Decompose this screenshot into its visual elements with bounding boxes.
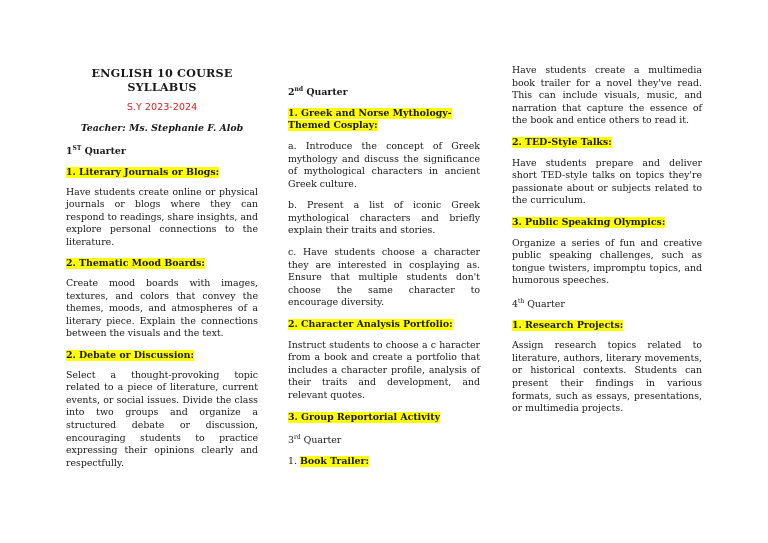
activity-description-public-speaking: Organize a series of fun and creative public speaking challenges, such as tongue twisters, impromptu topics, and humorous speeches. (512, 237, 702, 287)
quarter-3-suffix: rd (293, 434, 301, 442)
activity-description-ted-talks: Have students prepare and deliver short TED-style talks on topics they're passionate about or subjects related to the curriculum. (512, 157, 702, 207)
title-line-2: SYLLABUS (127, 80, 197, 94)
column-1 (66, 0, 258, 470)
activity-description-book-trailer: Have students create a multimedia book trailer for a novel they've read. This can include visuals, music, and narration that capture the essence of the book and entice others to read it. (512, 65, 702, 127)
quarter-4-suffix: th (517, 297, 525, 305)
heading-text: 2. Character Analysis Portfolio: (288, 319, 453, 331)
quarter-3-number: 3 (288, 435, 294, 447)
activity-heading-journals (66, 167, 258, 180)
syllabus-title (66, 66, 258, 94)
activity-description-debate: Select a thought-provoking topic related to a piece of literature, current events, or social issues. Divide the class into two groups and organize a structured debate or discussion, encouraging students to practice expressing their opinions clearly and respectfully. (66, 369, 258, 469)
quarter-1-heading (66, 143, 258, 159)
activity-heading-reportorial (288, 412, 480, 425)
activity-description-research: Assign research topics related to literature, authors, literary movements, or historical contexts. Students can present their findings in various formats, such as essays, presentations, or multimedia projects. (512, 340, 702, 415)
activity-heading-book-trailer (288, 456, 480, 469)
teacher-name: Teacher: Ms. Stephanie F. Alob (80, 122, 244, 134)
cosplay-step-c: c. Have students choose a character they are interested in cosplaying as. Ensure that multiple students don't choose the same character to encourage diversity. (288, 247, 480, 309)
heading-text: 2. TED-Style Talks: (512, 136, 612, 148)
title-line-1: ENGLISH 10 COURSE (91, 66, 233, 80)
activity-description-mood-boards: Create mood boards with images, textures, and colors that convey the themes, moods, and atmospheres of a literary piece. Explain the connections between the visuals and the text. (66, 278, 258, 340)
quarter-2-number: 2 (288, 87, 295, 99)
quarter-1-suffix: ST (72, 145, 82, 153)
quarter-1-number: 1 (66, 146, 73, 158)
heading-text: 2. Thematic Mood Boards: (66, 258, 205, 270)
column-2 (288, 0, 480, 469)
activity-heading-debate (66, 350, 258, 363)
heading-number: 1. (288, 455, 300, 467)
activity-heading-cosplay (288, 108, 480, 133)
heading-text: 1. Greek and Norse Mythology-Themed Cosplay: (288, 107, 452, 132)
quarter-4-heading (512, 296, 702, 312)
heading-text: 2. Debate or Discussion: (66, 350, 194, 362)
column-3 (512, 0, 702, 416)
quarter-1-word: Quarter (81, 146, 126, 158)
activity-heading-portfolio (288, 319, 480, 332)
activity-heading-public-speaking (512, 217, 702, 230)
heading-text: 1. Research Projects: (512, 319, 624, 331)
cosplay-step-b: b. Present a list of iconic Greek mythological characters and briefly explain their traits and stories. (288, 200, 480, 237)
heading-text: 1. Literary Journals or Blogs: (66, 166, 220, 178)
heading-text: 3. Public Speaking Olympics: (512, 216, 666, 228)
cosplay-step-a: a. Introduce the concept of Greek mythology and discuss the significance of mythological characters in ancient Greek culture. (288, 140, 480, 190)
quarter-4-number: 4 (512, 299, 518, 311)
activity-description-portfolio: Instruct students to choose a c haracter from a book and create a portfolio that includes a character profile, analysis of their traits and development, and relevant quotes. (288, 339, 480, 401)
activity-description-journals: Have students create online or physical journals or blogs where they can respond to readings, share insights, and explore personal connections to the literature. (66, 186, 258, 248)
activity-heading-research (512, 320, 702, 333)
quarter-3-heading (288, 432, 480, 448)
quarter-4-word: Quarter (524, 299, 565, 311)
activity-heading-ted-talks (512, 137, 702, 150)
quarter-2-word: Quarter (303, 87, 348, 99)
quarter-2-heading (288, 84, 480, 100)
activity-heading-mood-boards (66, 258, 258, 271)
quarter-3-word: Quarter (300, 435, 342, 447)
quarter-2-suffix: nd (294, 86, 304, 93)
heading-text: Book Trailer: (299, 455, 369, 467)
school-year: S.Y 2023-2024 (126, 102, 198, 113)
heading-text: 3. Group Reportorial Activity (288, 411, 441, 423)
